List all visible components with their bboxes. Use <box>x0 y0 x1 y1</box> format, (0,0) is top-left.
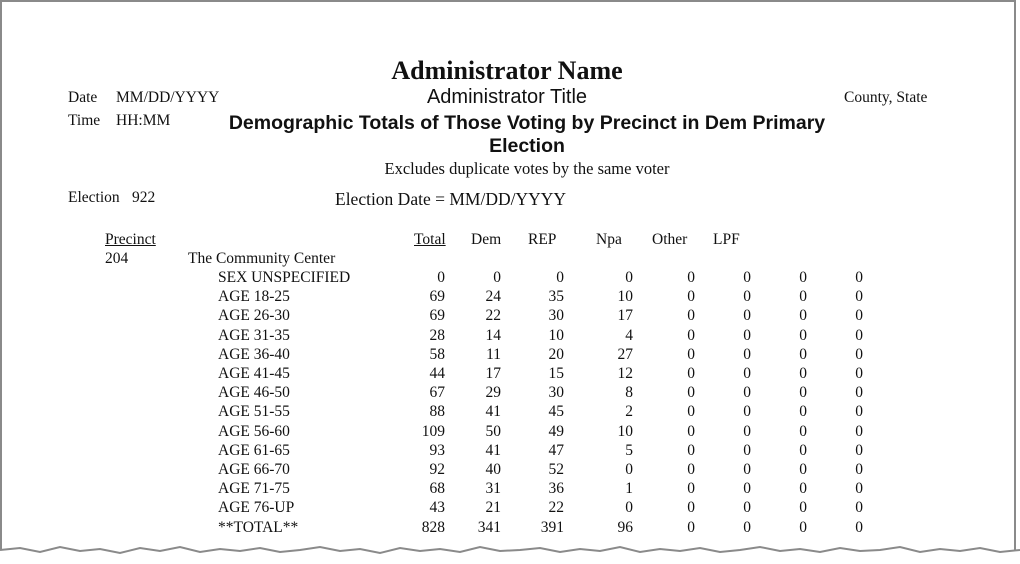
cell-rep: 20 <box>548 345 564 363</box>
cell-lpf: 0 <box>743 441 751 459</box>
column-header-npa: Npa <box>596 231 622 248</box>
cell-rep: 391 <box>540 518 564 536</box>
cell-extra-1: 0 <box>799 307 807 325</box>
cell-lpf: 0 <box>743 345 751 363</box>
row-label: AGE 46-50 <box>218 384 290 402</box>
cell-dem: 341 <box>477 518 501 536</box>
cell-rep: 35 <box>548 288 564 306</box>
cell-rep: 47 <box>548 441 564 459</box>
row-label: AGE 41-45 <box>218 365 290 382</box>
column-header-dem: Dem <box>471 231 502 248</box>
cell-other: 0 <box>687 269 695 286</box>
report-title: Demographic Totals of Those Voting by Precinct in Dem Primary Election <box>228 112 826 157</box>
cell-extra-2: 0 <box>855 269 863 286</box>
cell-extra-1: 0 <box>799 441 807 459</box>
cell-other: 0 <box>687 441 695 459</box>
row-label: AGE 18-25 <box>218 288 290 306</box>
county-state: County, State <box>844 89 928 106</box>
cell-total: 828 <box>421 518 445 536</box>
cell-total: 28 <box>429 326 445 344</box>
cell-lpf: 0 <box>743 307 751 325</box>
row-label: AGE 31-35 <box>218 326 290 344</box>
cell-total: 88 <box>429 403 445 421</box>
torn-paper-edge <box>0 538 1020 564</box>
cell-lpf: 0 <box>743 288 751 306</box>
cell-dem: 41 <box>485 403 501 421</box>
cell-dem: 31 <box>485 480 501 498</box>
cell-lpf: 0 <box>743 422 751 440</box>
cell-rep: 22 <box>548 499 564 517</box>
row-label: AGE 66-70 <box>218 461 290 478</box>
cell-npa: 2 <box>625 403 633 421</box>
column-header-lpf: LPF <box>713 231 740 248</box>
cell-rep: 45 <box>548 403 564 421</box>
cell-rep: 52 <box>548 461 564 478</box>
cell-extra-2: 0 <box>855 326 863 344</box>
cell-extra-1: 0 <box>799 403 807 421</box>
cell-extra-1: 0 <box>799 518 807 536</box>
row-label: AGE 61-65 <box>218 441 290 459</box>
cell-rep: 49 <box>548 422 564 440</box>
cell-dem: 29 <box>485 384 501 402</box>
cell-dem: 40 <box>485 461 501 478</box>
cell-npa: 8 <box>625 384 633 402</box>
date-value: MM/DD/YYYY <box>116 89 220 106</box>
cell-extra-1: 0 <box>799 269 807 286</box>
cell-npa: 0 <box>625 269 633 286</box>
cell-extra-1: 0 <box>799 461 807 478</box>
cell-other: 0 <box>687 403 695 421</box>
cell-total: 43 <box>429 499 445 517</box>
cell-rep: 30 <box>548 307 564 325</box>
row-label: AGE 51-55 <box>218 403 290 421</box>
cell-total: 92 <box>429 461 445 478</box>
cell-npa: 0 <box>625 461 633 478</box>
cell-dem: 41 <box>485 441 501 459</box>
cell-extra-2: 0 <box>855 288 863 306</box>
cell-total: 67 <box>429 384 445 402</box>
cell-npa: 12 <box>617 365 633 382</box>
cell-other: 0 <box>687 307 695 325</box>
cell-total: 69 <box>429 307 445 325</box>
row-label: AGE 26-30 <box>218 307 290 325</box>
cell-npa: 10 <box>617 422 633 440</box>
time-value: HH:MM <box>116 112 171 129</box>
cell-rep: 36 <box>548 480 564 498</box>
cell-dem: 24 <box>485 288 501 306</box>
column-header-rep: REP <box>528 231 557 248</box>
cell-extra-2: 0 <box>855 441 863 459</box>
cell-rep: 15 <box>548 365 564 382</box>
row-label: AGE 71-75 <box>218 480 290 498</box>
cell-dem: 50 <box>485 422 501 440</box>
cell-extra-1: 0 <box>799 499 807 517</box>
cell-rep: 0 <box>556 269 564 286</box>
cell-lpf: 0 <box>743 365 751 382</box>
cell-extra-1: 0 <box>799 384 807 402</box>
cell-lpf: 0 <box>743 518 751 536</box>
column-header-other: Other <box>652 231 688 248</box>
cell-npa: 27 <box>617 345 633 363</box>
cell-extra-2: 0 <box>855 480 863 498</box>
row-label: AGE 36-40 <box>218 345 290 363</box>
column-header-precinct: Precinct <box>105 231 156 248</box>
cell-total: 93 <box>429 441 445 459</box>
cell-lpf: 0 <box>743 269 751 286</box>
cell-total: 44 <box>429 365 445 382</box>
cell-other: 0 <box>687 384 695 402</box>
cell-other: 0 <box>687 499 695 517</box>
administrator-title: Administrator Title <box>426 86 588 108</box>
column-header-total: Total <box>414 231 446 248</box>
cell-extra-2: 0 <box>855 345 863 363</box>
cell-npa: 17 <box>617 307 633 325</box>
cell-dem: 14 <box>485 326 501 344</box>
cell-lpf: 0 <box>743 384 751 402</box>
row-label: AGE 56-60 <box>218 422 290 440</box>
election-date: Election Date = MM/DD/YYYY <box>335 189 567 209</box>
precinct-name: The Community Center <box>188 250 336 267</box>
cell-lpf: 0 <box>743 480 751 498</box>
cell-npa: 4 <box>625 326 633 344</box>
cell-extra-1: 0 <box>799 345 807 363</box>
row-label: **TOTAL** <box>218 518 299 536</box>
cell-extra-2: 0 <box>855 403 863 421</box>
cell-extra-1: 0 <box>799 480 807 498</box>
cell-npa: 10 <box>617 288 633 306</box>
administrator-name: Administrator Name <box>391 56 623 85</box>
cell-dem: 11 <box>486 345 501 363</box>
cell-lpf: 0 <box>743 499 751 517</box>
cell-other: 0 <box>687 345 695 363</box>
cell-dem: 22 <box>485 307 501 325</box>
precinct-number: 204 <box>105 250 129 267</box>
report-subtitle: Excludes duplicate votes by the same voter <box>384 159 670 178</box>
cell-total: 0 <box>437 269 445 286</box>
cell-total: 58 <box>429 345 445 363</box>
cell-npa: 96 <box>617 518 633 536</box>
election-number: 922 <box>132 189 156 206</box>
cell-extra-1: 0 <box>799 288 807 306</box>
time-label: Time <box>68 112 101 129</box>
cell-other: 0 <box>687 365 695 382</box>
cell-total: 68 <box>429 480 445 498</box>
cell-other: 0 <box>687 461 695 478</box>
cell-npa: 5 <box>625 441 633 459</box>
cell-extra-2: 0 <box>855 499 863 517</box>
cell-extra-2: 0 <box>855 461 863 478</box>
cell-extra-2: 0 <box>855 422 863 440</box>
cell-extra-2: 0 <box>855 365 863 382</box>
cell-npa: 1 <box>625 480 633 498</box>
cell-rep: 10 <box>548 326 564 344</box>
row-label: SEX UNSPECIFIED <box>218 269 351 286</box>
cell-lpf: 0 <box>743 461 751 478</box>
row-label: AGE 76-UP <box>218 499 295 517</box>
cell-extra-1: 0 <box>799 326 807 344</box>
cell-rep: 30 <box>548 384 564 402</box>
cell-dem: 0 <box>493 269 501 286</box>
cell-dem: 21 <box>485 499 501 517</box>
cell-other: 0 <box>687 422 695 440</box>
cell-dem: 17 <box>485 365 501 382</box>
cell-other: 0 <box>687 480 695 498</box>
cell-other: 0 <box>687 518 695 536</box>
cell-extra-1: 0 <box>799 422 807 440</box>
cell-total: 109 <box>421 422 445 440</box>
cell-other: 0 <box>687 326 695 344</box>
cell-npa: 0 <box>625 499 633 517</box>
cell-lpf: 0 <box>743 403 751 421</box>
cell-extra-2: 0 <box>855 518 863 536</box>
cell-extra-2: 0 <box>855 307 863 325</box>
cell-lpf: 0 <box>743 326 751 344</box>
election-label: Election <box>68 189 120 206</box>
cell-extra-1: 0 <box>799 365 807 382</box>
cell-other: 0 <box>687 288 695 306</box>
date-label: Date <box>68 89 98 106</box>
cell-extra-2: 0 <box>855 384 863 402</box>
cell-total: 69 <box>429 288 445 306</box>
